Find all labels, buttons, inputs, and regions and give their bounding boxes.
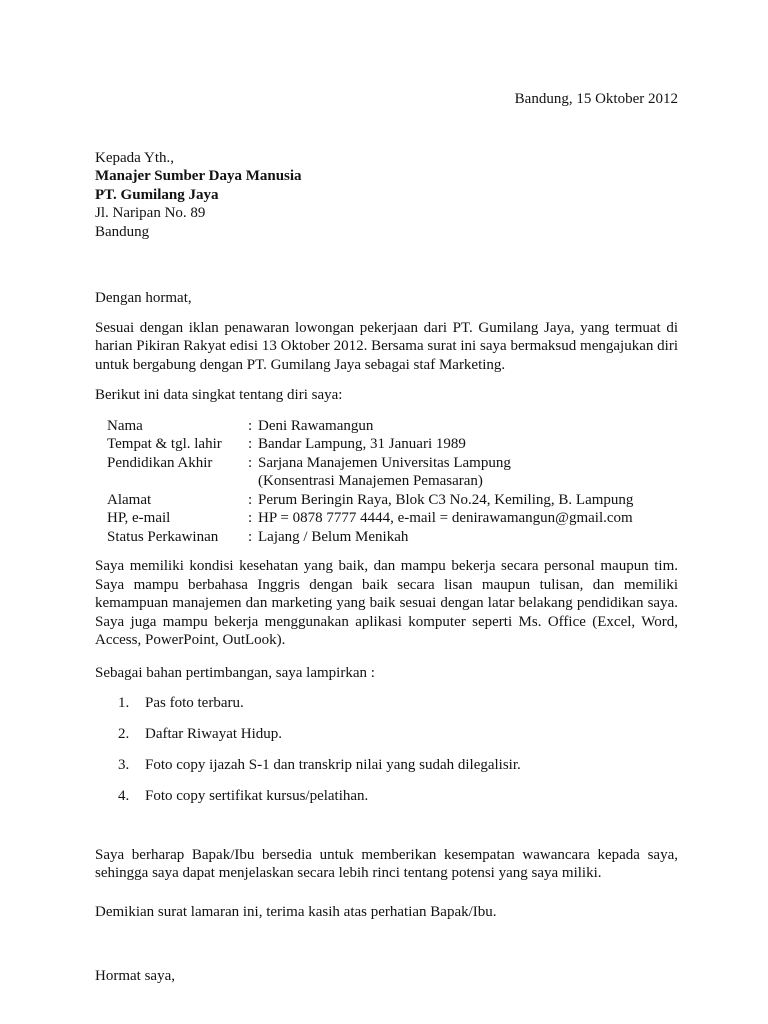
data-separator: :	[248, 510, 253, 526]
attachment-number: 2.	[118, 726, 130, 742]
attachment-item	[118, 725, 678, 744]
data-separator: :	[248, 436, 253, 452]
data-label: Pendidikan Akhir	[107, 454, 213, 471]
recipient-company: PT. Gumilang Jaya	[95, 186, 219, 203]
attachment-text: Foto copy sertifikat kursus/pelatihan.	[145, 788, 369, 804]
data-row-pendidikan-akhir	[107, 454, 678, 473]
data-value: Lajang / Belum Menikah	[258, 528, 409, 545]
attachments-intro: Sebagai bahan pertimbangan, saya lampirkan :	[95, 664, 375, 681]
signoff: Hormat saya,	[95, 968, 175, 984]
recipient-block	[95, 149, 678, 242]
data-row-nama	[107, 417, 678, 436]
data-row-hp-email	[107, 509, 678, 528]
data-label: Alamat	[107, 491, 152, 508]
data-separator: :	[248, 528, 253, 545]
greeting: Dengan hormat,	[95, 290, 192, 306]
data-separator: :	[248, 454, 253, 471]
data-label	[107, 472, 248, 491]
recipient-salutation: Kepada Yth.,	[95, 149, 174, 166]
attachment-text: Foto copy ijazah S-1 dan transkrip nilai yang sudah dilegalisir.	[145, 757, 521, 773]
attachment-text: Pas foto terbaru.	[145, 695, 244, 711]
data-row-status-perkawinan	[107, 528, 678, 547]
data-row-tempat-tgl-lahir	[107, 435, 678, 454]
recipient-city: Bandung	[95, 223, 150, 240]
data-label: Status Perkawinan	[107, 528, 219, 545]
closing-paragraph: Demikian surat lamaran ini, terima kasih atas perhatian Bapak/Ibu.	[95, 903, 497, 920]
attachments-list	[95, 694, 678, 806]
skills-paragraph: Saya memiliki kondisi kesehatan yang baik, dan mampu bekerja secara personal maupun tim. Saya mampu berbahasa Inggris dengan baik secara lisan maupun tulisan, dan memiliki kemampuan manajemen dan marketing yang baik sesuai dengan latar belakang pendidikan saya. Saya juga mampu bekerja menggunakan aplikasi komputer seperti Ms. Office (Excel, Word, Access, PowerPoint, OutLook).	[95, 558, 678, 648]
attachment-item	[118, 787, 678, 806]
attachment-item	[118, 694, 678, 713]
data-label: HP, e-mail	[107, 510, 171, 526]
data-value: Deni Rawamangun	[258, 417, 374, 434]
letter-date: Bandung, 15 Oktober 2012	[514, 91, 678, 107]
data-row-pendidikan-continuation	[107, 472, 678, 491]
data-row-alamat	[107, 491, 678, 510]
attachment-text: Daftar Riwayat Hidup.	[145, 726, 283, 742]
data-value: (Konsentrasi Manajemen Pemasaran)	[258, 473, 483, 489]
data-separator	[248, 472, 258, 491]
recipient-title: Manajer Sumber Daya Manusia	[95, 168, 302, 184]
data-value: Sarjana Manajemen Universitas Lampung	[258, 454, 511, 471]
recipient-street: Jl. Naripan No. 89	[95, 205, 206, 221]
data-label: Tempat & tgl. lahir	[107, 436, 222, 452]
attachment-number: 1.	[118, 695, 130, 711]
data-value: Perum Beringin Raya, Blok C3 No.24, Kemiling, B. Lampung	[258, 491, 634, 508]
data-separator: :	[248, 417, 253, 434]
attachment-item	[118, 756, 678, 775]
interview-request-paragraph: Saya berharap Bapak/Ibu bersedia untuk memberikan kesempatan wawancara kepada saya, sehingga saya dapat menjelaskan secara lebih rinci tentang potensi yang saya miliki.	[95, 846, 678, 881]
data-separator: :	[248, 491, 253, 508]
attachment-number: 4.	[118, 788, 130, 804]
data-value: Bandar Lampung, 31 Januari 1989	[258, 436, 466, 452]
data-value: HP = 0878 7777 4444, e-mail = denirawamangun@gmail.com	[258, 510, 633, 526]
attachment-number: 3.	[118, 757, 130, 773]
personal-data-intro: Berikut ini data singkat tentang diri saya:	[95, 387, 343, 403]
data-label: Nama	[107, 417, 143, 434]
personal-data-table	[95, 417, 678, 547]
intro-paragraph: Sesuai dengan iklan penawaran lowongan pekerjaan dari PT. Gumilang Jaya, yang termuat di harian Pikiran Rakyat edisi 13 Oktober 2012. Bersama surat ini saya bermaksud mengajukan diri untuk bergabung dengan PT. Gumilang Jaya sebagai staf Marketing.	[95, 319, 678, 373]
